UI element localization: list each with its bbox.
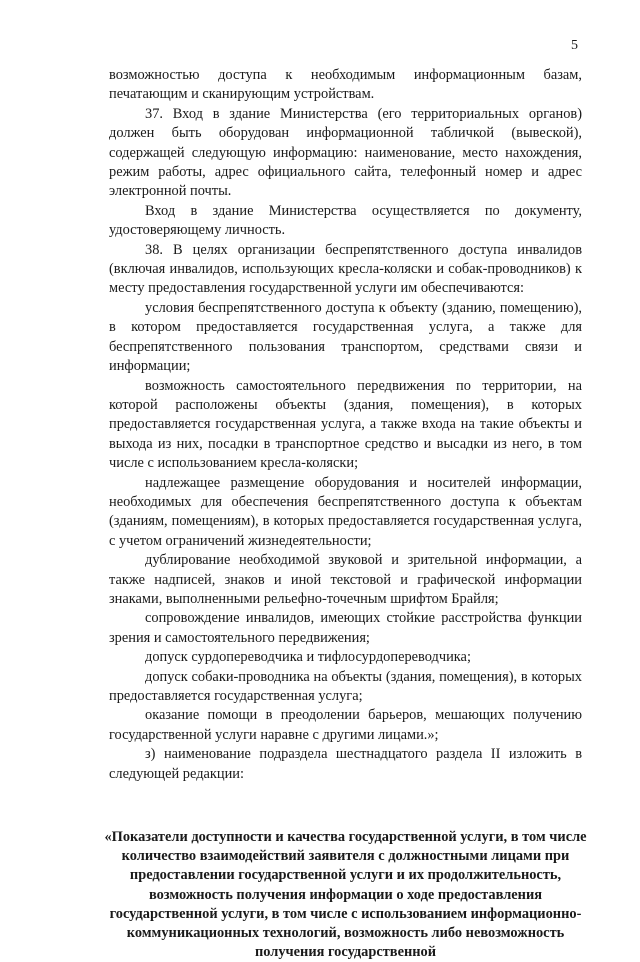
paragraph: допуск сурдопереводчика и тифлосурдопереводчика; bbox=[145, 649, 471, 666]
paragraph: возможность самостоятельного передвижения по территории, на которой расположены объекты (здания, помещения), в которых предоставляется государственная услуга, а также входа на такие объекты и выхода из них, посадки в транспортное средство и высадки из него, в том числе с использованием кресла-коляски; bbox=[109, 377, 582, 472]
subsection-heading: «Показатели доступности и качества государственной услуги, в том числе количество взаимодействий заявителя с должностными лицами при предоставлении государственной услуги и их продолжительность, возможность получения информации о ходе предоставления государственной услуги, в том числе с использованием информационно-коммуникационных технологий, возможность либо невозможность получения государственной bbox=[104, 829, 587, 961]
paragraph: оказание помощи в преодолении барьеров, мешающих получению государственной услуги наравне с другими лицами.»; bbox=[109, 707, 582, 743]
paragraph: сопровождение инвалидов, имеющих стойкие расстройства функции зрения и самостоятельного передвижения; bbox=[109, 610, 582, 646]
paragraph: Вход в здание Министерства осуществляется по документу, удостоверяющему личность. bbox=[109, 202, 582, 239]
paragraph: надлежащее размещение оборудования и носителей информации, необходимых для обеспечения беспрепятственного доступа к объектам (зданиям, помещениям), в которых предоставляется государственная услуга, с учетом ограничений жизнедеятельности; bbox=[109, 474, 582, 549]
body-text bbox=[104, 66, 587, 962]
paragraph: з) наименование подраздела шестнадцатого раздела II изложить в следующей редакции: bbox=[109, 746, 582, 782]
paragraph: дублирование необходимой звуковой и зрительной информации, а также надписей, знаков и иной текстовой и графической информации знаками, выполненными рельефно-точечным шрифтом Брайля; bbox=[109, 552, 582, 607]
paragraph: возможностью доступа к необходимым информационным базам, печатающим и сканирующим устройствам. bbox=[109, 67, 582, 103]
page-number: 5 bbox=[571, 38, 578, 53]
paragraph: 37. Вход в здание Министерства (его территориальных органов) должен быть оборудован информационной табличкой (вывеской), содержащей следующую информацию: наименование, место нахождения, режим работы, адрес официального сайта, телефонный номер и адрес электронной почты. bbox=[109, 105, 582, 200]
paragraph: 38. В целях организации беспрепятственного доступа инвалидов (включая инвалидов, использующих кресла-коляски и собак-проводников) к месту предоставления государственной услуги им обеспечиваются: bbox=[109, 241, 582, 297]
paragraph: условия беспрепятственного доступа к объекту (зданию, помещению), в котором предоставляется государственная услуга, а также для беспрепятственного пользования транспортом, средствами связи и информации; bbox=[109, 299, 582, 375]
paragraph: допуск собаки-проводника на объекты (здания, помещения), в которых предоставляется государственная услуга; bbox=[109, 668, 582, 704]
